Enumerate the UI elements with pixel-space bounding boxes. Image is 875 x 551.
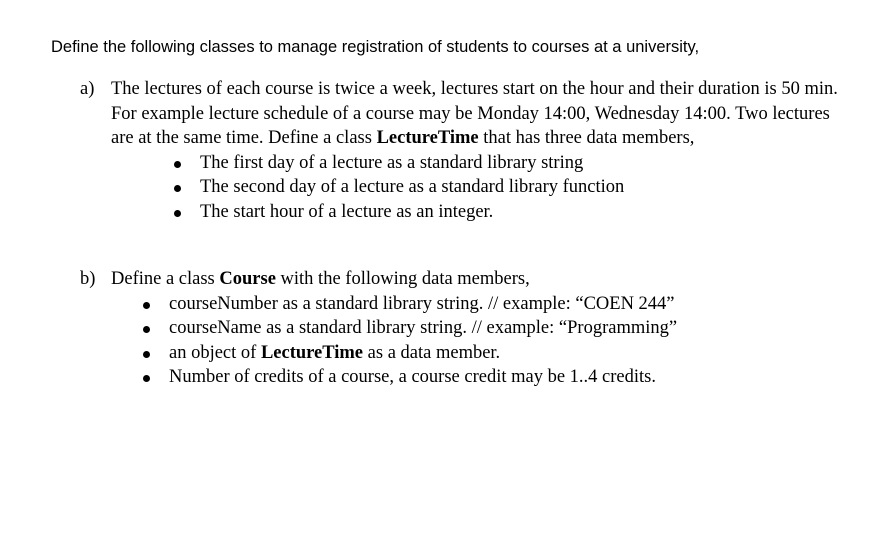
- part-b-letter: b): [80, 269, 96, 289]
- part-a-bullet: The first day of a lecture as a standard library string: [80, 151, 850, 176]
- part-a-paragraph: [80, 77, 850, 151]
- bullet-dot-icon: [143, 302, 150, 309]
- part-a-text-2: that has three data members,: [478, 128, 695, 148]
- part-a-class-name: LectureTime: [376, 128, 479, 148]
- part-b-bullet: an object of LectureTime as a data member.: [80, 341, 850, 366]
- part-b-bullet: courseName as a standard library string. // example: “Programming”: [80, 316, 850, 341]
- bullet-dot-icon: [143, 351, 150, 358]
- question-heading: Define the following classes to manage registration of students to courses at a university,: [51, 38, 700, 56]
- part-a-bullet-list: [80, 151, 850, 225]
- part-a-letter: a): [80, 79, 95, 99]
- part-b-class-name: Course: [219, 269, 276, 289]
- part-b-bullet: courseNumber as a standard library string. // example: “COEN 244”: [80, 292, 850, 317]
- part-b-bullet-list: [80, 292, 850, 390]
- bullet-dot-icon: [143, 326, 150, 333]
- part-b: [80, 267, 850, 390]
- bullet-dot-icon: [174, 185, 181, 192]
- part-a-bullet: The start hour of a lecture as an integer.: [80, 200, 850, 225]
- part-a: [80, 77, 850, 224]
- part-b-paragraph: [80, 267, 850, 292]
- part-a-text-1: The lectures of each course is twice a week, lectures start on the hour and their duration is 50 min. For example lecture schedule of a course may be Monday 14:00, Wednesday 14:00. Two lectures are at the same time. Define a class: [111, 79, 838, 148]
- part-b-bullet: Number of credits of a course, a course credit may be 1..4 credits.: [80, 365, 850, 390]
- bullet-dot-icon: [174, 210, 181, 217]
- bullet-dot-icon: [143, 375, 150, 382]
- part-b-text-2: with the following data members,: [275, 269, 530, 289]
- part-b-text-1: Define a class: [111, 269, 220, 289]
- part-a-bullet: The second day of a lecture as a standard library function: [80, 175, 850, 200]
- bullet-dot-icon: [174, 161, 181, 168]
